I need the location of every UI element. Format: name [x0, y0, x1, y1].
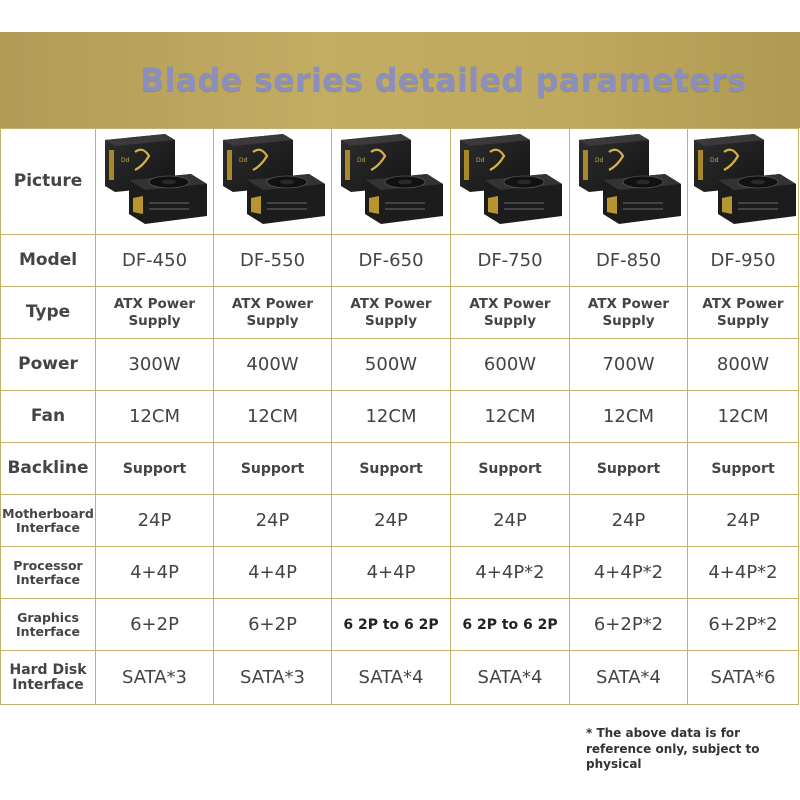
power-cell: 800W [688, 339, 799, 391]
processor-cell: 4+4P [96, 547, 214, 599]
graphics-cell: 6+2P*2 [570, 599, 688, 651]
page-title: Blade series detailed parameters [140, 61, 747, 99]
label-processor: Processor Interface [1, 547, 96, 599]
row-model [1, 235, 799, 287]
product-picture [96, 129, 214, 235]
header-banner [0, 32, 800, 128]
graphics-cell: 6 2P to 6 2P [332, 599, 451, 651]
row-type [1, 287, 799, 339]
backline-cell: Support [688, 443, 799, 495]
backline-cell: Support [214, 443, 332, 495]
product-picture [332, 129, 451, 235]
type-cell: ATX Power Supply [688, 287, 799, 339]
row-graphics [1, 599, 799, 651]
hdd-cell: SATA*4 [451, 651, 570, 705]
backline-cell: Support [570, 443, 688, 495]
type-cell: ATX Power Supply [451, 287, 570, 339]
svg-text:Dd: Dd [476, 157, 485, 164]
motherboard-cell: 24P [570, 495, 688, 547]
model-cell: DF-750 [451, 235, 570, 287]
row-fan [1, 391, 799, 443]
fan-cell: 12CM [688, 391, 799, 443]
product-picture [451, 129, 570, 235]
product-picture [214, 129, 332, 235]
product-picture [570, 129, 688, 235]
psu-box-icon [454, 130, 566, 228]
psu-box-icon [217, 130, 329, 228]
type-cell: ATX Power Supply [214, 287, 332, 339]
power-cell: 500W [332, 339, 451, 391]
row-power [1, 339, 799, 391]
motherboard-cell: 24P [688, 495, 799, 547]
svg-text:Dd: Dd [120, 157, 129, 164]
label-power: Power [1, 339, 96, 391]
svg-text:Dd: Dd [357, 157, 366, 164]
motherboard-cell: 24P [214, 495, 332, 547]
processor-cell: 4+4P [214, 547, 332, 599]
processor-cell: 4+4P*2 [570, 547, 688, 599]
reference-note: * The above data is for reference only, subject to physical [586, 726, 760, 772]
model-cell: DF-950 [688, 235, 799, 287]
model-cell: DF-550 [214, 235, 332, 287]
graphics-cell: 6+2P [214, 599, 332, 651]
svg-text:Dd: Dd [238, 157, 247, 164]
fan-cell: 12CM [451, 391, 570, 443]
type-cell: ATX Power Supply [570, 287, 688, 339]
spec-table [0, 128, 799, 705]
hdd-cell: SATA*3 [96, 651, 214, 705]
power-cell: 400W [214, 339, 332, 391]
psu-box-icon [688, 130, 799, 228]
label-fan: Fan [1, 391, 96, 443]
product-picture [688, 129, 799, 235]
processor-cell: 4+4P*2 [451, 547, 570, 599]
label-model: Model [1, 235, 96, 287]
row-picture [1, 129, 799, 235]
processor-cell: 4+4P*2 [688, 547, 799, 599]
model-cell: DF-450 [96, 235, 214, 287]
label-motherboard: Motherboard Interface [1, 495, 96, 547]
backline-cell: Support [451, 443, 570, 495]
power-cell: 600W [451, 339, 570, 391]
backline-cell: Support [96, 443, 214, 495]
graphics-cell: 6+2P [96, 599, 214, 651]
fan-cell: 12CM [96, 391, 214, 443]
label-hdd: Hard Disk Interface [1, 651, 96, 705]
label-picture: Picture [1, 129, 96, 235]
fan-cell: 12CM [332, 391, 451, 443]
label-type: Type [1, 287, 96, 339]
row-processor [1, 547, 799, 599]
fan-cell: 12CM [570, 391, 688, 443]
row-backline [1, 443, 799, 495]
type-cell: ATX Power Supply [332, 287, 451, 339]
power-cell: 300W [96, 339, 214, 391]
backline-cell: Support [332, 443, 451, 495]
motherboard-cell: 24P [332, 495, 451, 547]
model-cell: DF-850 [570, 235, 688, 287]
label-graphics: Graphics Interface [1, 599, 96, 651]
svg-text:Dd: Dd [710, 157, 719, 164]
graphics-cell: 6+2P*2 [688, 599, 799, 651]
fan-cell: 12CM [214, 391, 332, 443]
label-backline: Backline [1, 443, 96, 495]
model-cell: DF-650 [332, 235, 451, 287]
psu-box-icon [573, 130, 685, 228]
hdd-cell: SATA*4 [332, 651, 451, 705]
motherboard-cell: 24P [451, 495, 570, 547]
row-motherboard [1, 495, 799, 547]
psu-box-icon [335, 130, 447, 228]
motherboard-cell: 24P [96, 495, 214, 547]
hdd-cell: SATA*6 [688, 651, 799, 705]
hdd-cell: SATA*4 [570, 651, 688, 705]
row-hdd [1, 651, 799, 705]
psu-box-icon [99, 130, 211, 228]
processor-cell: 4+4P [332, 547, 451, 599]
power-cell: 700W [570, 339, 688, 391]
type-cell: ATX Power Supply [96, 287, 214, 339]
svg-text:Dd: Dd [594, 157, 603, 164]
graphics-cell: 6 2P to 6 2P [451, 599, 570, 651]
hdd-cell: SATA*3 [214, 651, 332, 705]
